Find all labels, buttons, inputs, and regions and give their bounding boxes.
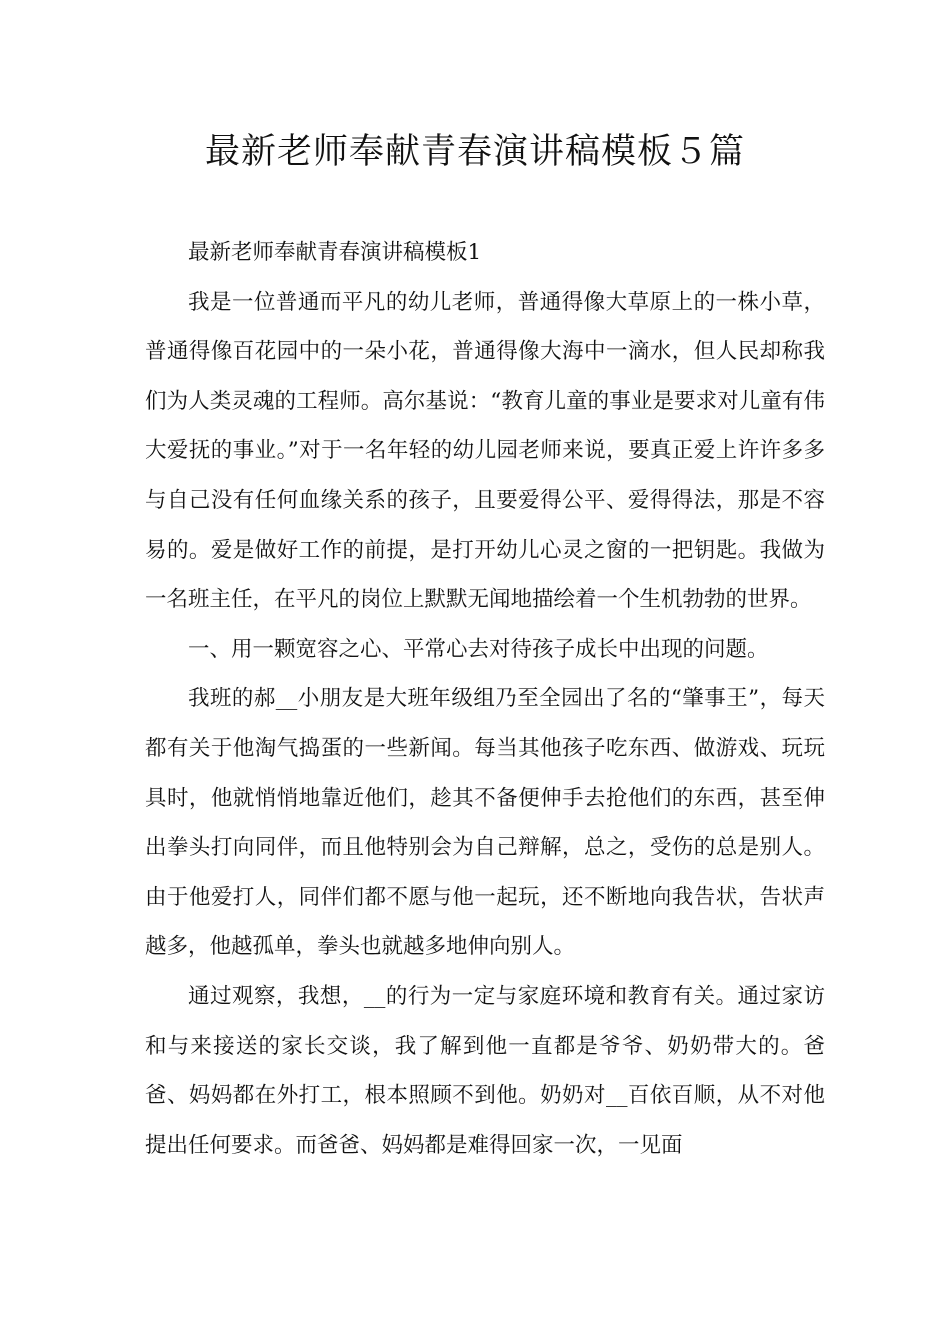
section-heading: 最新老师奉献青春演讲稿模板1 — [188, 240, 482, 265]
paragraph: 我班的郝__小朋友是大班年级组乃至全园出了名的“肇事王”，每天都有关于他淘气捣蛋的一些新闻。每当其他孩子吃东西、做游戏、玩玩具时，他就悄悄地靠近他们，趁其不备便伸手去抢他们的东西，甚至伸出拳头打向同伴，而且他特别会为自己辩解，总之，受伤的总是别人。由于他爱打人，同伴们都不愿与他一起玩，还不断地向我告状，告状声越多，他越孤单，拳头也就越多地伸向别人。 — [145, 686, 825, 960]
paragraph: 通过观察，我想，__的行为一定与家庭环境和教育有关。通过家访和与来接送的家长交谈，我了解到他一直都是爷爷、奶奶带大的。爸爸、妈妈都在外打工，根本照顾不到他。奶奶对__百依百顺，从不对他提出任何要求。而爸爸、妈妈都是难得回家一次，一见面 — [145, 983, 825, 1158]
document-title: 最新老师奉献青春演讲稿模板５篇 — [204, 132, 745, 172]
paragraph: 我是一位普通而平凡的幼儿老师，普通得像大草原上的一株小草，普通得像百花园中的一朵小花，普通得像大海中一滴水，但人民却称我们为人类灵魂的工程师。高尔基说：“教育儿童的事业是要求对儿童有伟大爱抚的事业。”对于一名年轻的幼儿园老师来说，要真正爱上许许多多与自己没有任何血缘关系的孩子，且要爱得公平、爱得得法，那是不容易的。爱是做好工作的前提，是打开幼儿心灵之窗的一把钥匙。我做为一名班主任，在平凡的岗位上默默无闻地描绘着一个生机勃勃的世界。 — [145, 289, 825, 613]
document-body — [145, 228, 825, 1170]
subsection-heading: 一、用一颗宽容之心、平常心去对待孩子成长中出现的问题。 — [188, 636, 769, 662]
